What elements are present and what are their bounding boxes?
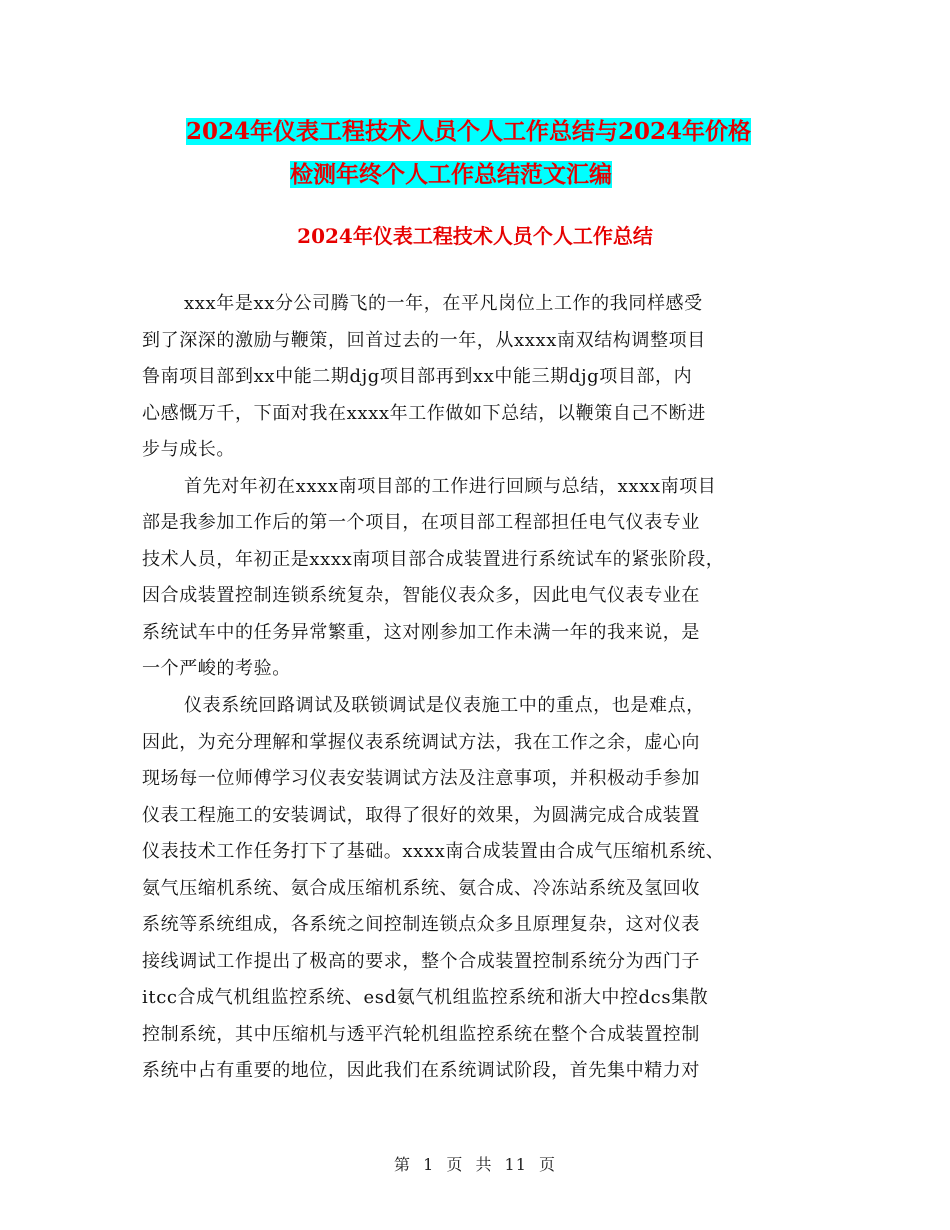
paragraph-3 [142, 688, 814, 1090]
main-title-line-1: 2024年仪表工程技术人员个人工作总结与2024年价格 [186, 118, 752, 145]
paragraph-line: 系统试车中的任务异常繁重，这对刚参加工作未满一年的我来说，是 [142, 621, 700, 643]
page-footer: 第 1 页 共 11 页 [394, 1155, 556, 1174]
paragraph-line: 到了深深的激励与鞭策，回首过去的一年，从xxxx南双结构调整项目 [142, 329, 706, 351]
paragraph-line: 控制系统，其中压缩机与透平汽轮机组监控系统在整个合成装置控制 [142, 1023, 700, 1045]
paragraph-line: 仪表系统回路调试及联锁调试是仪表施工中的重点，也是难点， [184, 695, 705, 717]
paragraph-line: 鲁南项目部到xx中能二期djg项目部再到xx中能三期djg项目部，内 [142, 366, 693, 388]
paragraph-line: 技术人员，年初正是xxxx南项目部合成装置进行系统试车的紧张阶段， [142, 548, 725, 570]
paragraph-line: 系统中占有重要的地位，因此我们在系统调试阶段，首先集中精力对 [142, 1060, 700, 1082]
document-main-title [142, 110, 832, 196]
main-title-line-2: 检测年终个人工作总结范文汇编 [290, 161, 612, 188]
paragraph-line: 因合成装置控制连锁系统复杂，智能仪表众多，因此电气仪表专业在 [142, 585, 700, 607]
section-title: 2024年仪表工程技术人员个人工作总结 [297, 224, 653, 248]
paragraph-line: 首先对年初在xxxx南项目部的工作进行回顾与总结，xxxx南项目 [184, 475, 717, 497]
paragraph-line: itcc合成气机组监控系统、esd氨气机组监控系统和浙大中控dcs集散 [142, 987, 709, 1009]
body-text [142, 286, 814, 1090]
paragraph-line: 心感慨万千，下面对我在xxxx年工作做如下总结，以鞭策自己不断进 [142, 402, 706, 424]
paragraph-line: 系统等系统组成，各系统之间控制连锁点众多且原理复杂，这对仪表 [142, 914, 700, 936]
paragraph-line: 仪表技术工作任务打下了基础。xxxx南合成装置由合成气压缩机系统、 [142, 841, 725, 863]
paragraph-line: 一个严峻的考验。 [142, 658, 291, 680]
paragraph-line: xxx年是xx分公司腾飞的一年，在平凡岗位上工作的我同样感受 [184, 293, 703, 314]
paragraph-1 [142, 286, 814, 469]
paragraph-line: 接线调试工作提出了极高的要求，整个合成装置控制系统分为西门子 [142, 950, 700, 972]
paragraph-line: 仪表工程施工的安装调试，取得了很好的效果，为圆满完成合成装置 [142, 804, 700, 826]
paragraph-line: 步与成长。 [142, 439, 235, 461]
paragraph-2 [142, 469, 814, 688]
paragraph-line: 现场每一位师傅学习仪表安装调试方法及注意事项，并积极动手参加 [142, 768, 700, 790]
paragraph-line: 因此，为充分理解和掌握仪表系统调试方法，我在工作之余，虚心向 [142, 731, 700, 753]
paragraph-line: 部是我参加工作后的第一个项目，在项目部工程部担任电气仪表专业 [142, 512, 700, 534]
paragraph-line: 氨气压缩机系统、氨合成压缩机系统、氨合成、冷冻站系统及氢回收 [142, 877, 700, 899]
